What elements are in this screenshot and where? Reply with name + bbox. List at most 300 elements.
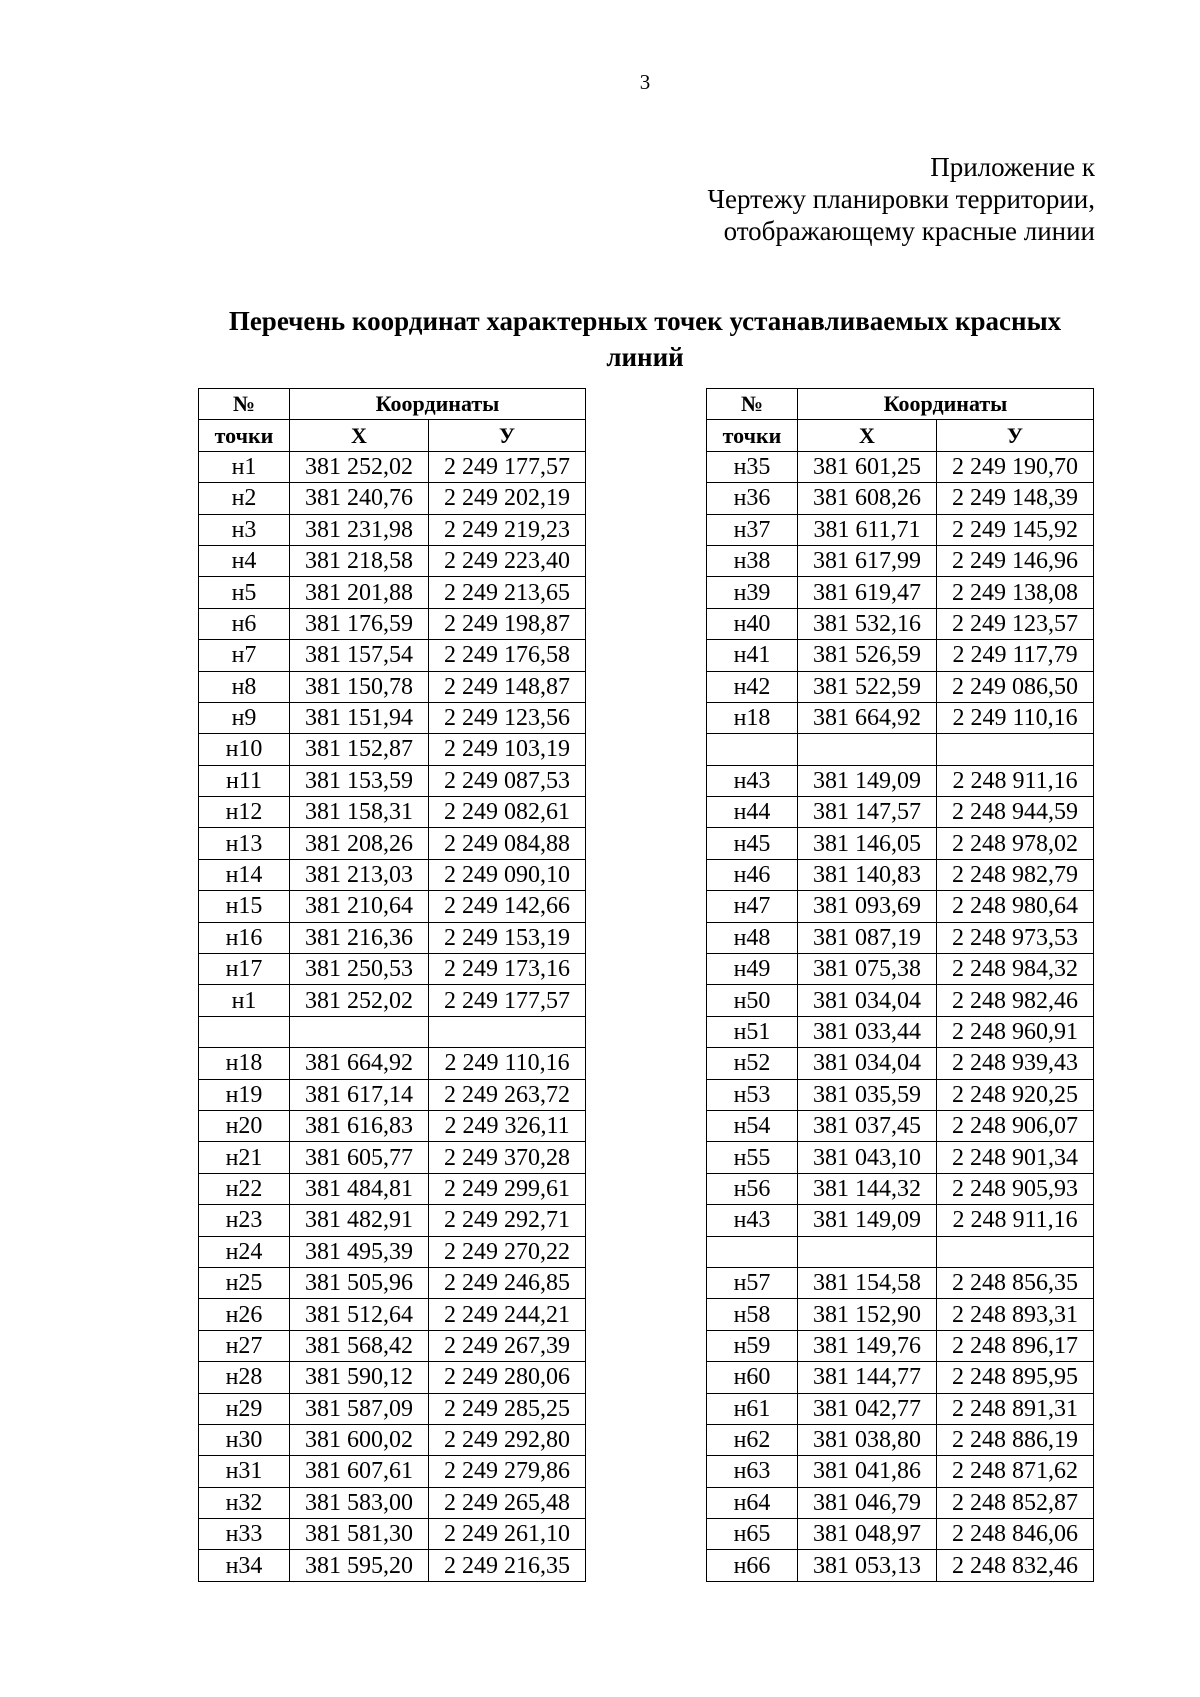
point-id-cell: н57 — [707, 1267, 798, 1298]
table-row — [199, 1236, 586, 1267]
y-coordinate-cell: 2 249 292,80 — [429, 1424, 586, 1455]
y-coordinate-cell: 2 248 846,06 — [937, 1519, 1094, 1550]
y-coordinate-cell: 2 249 280,06 — [429, 1362, 586, 1393]
table-row — [199, 1110, 586, 1141]
y-coordinate-cell: 2 248 911,16 — [937, 1205, 1094, 1236]
header-y: У — [429, 420, 586, 451]
point-id-cell: н51 — [707, 1016, 798, 1047]
y-coordinate-cell: 2 249 198,87 — [429, 608, 586, 639]
x-coordinate-cell: 381 208,26 — [290, 828, 429, 859]
table-row — [707, 1173, 1094, 1204]
table-header-row — [707, 389, 1094, 420]
point-id-cell: н18 — [199, 1048, 290, 1079]
y-coordinate-cell: 2 249 216,35 — [429, 1550, 586, 1581]
y-coordinate-cell: 2 249 190,70 — [937, 451, 1094, 482]
table-row — [707, 1079, 1094, 1110]
table-row — [707, 1362, 1094, 1393]
x-coordinate-cell: 381 037,45 — [798, 1110, 937, 1141]
point-id-cell: н56 — [707, 1173, 798, 1204]
table-body — [707, 451, 1094, 1581]
x-coordinate-cell: 381 048,97 — [798, 1519, 937, 1550]
table-row — [707, 1456, 1094, 1487]
y-coordinate-cell: 2 248 856,35 — [937, 1267, 1094, 1298]
table-row — [199, 1173, 586, 1204]
point-id-cell: н42 — [707, 671, 798, 702]
x-coordinate-cell: 381 664,92 — [290, 1048, 429, 1079]
point-id-cell: н11 — [199, 765, 290, 796]
table-row — [707, 1299, 1094, 1330]
x-coordinate-cell: 381 035,59 — [798, 1079, 937, 1110]
point-id-cell: н43 — [707, 1205, 798, 1236]
x-coordinate-cell: 381 231,98 — [290, 514, 429, 545]
table-row — [199, 797, 586, 828]
x-coordinate-cell: 381 512,64 — [290, 1299, 429, 1330]
y-coordinate-cell — [937, 734, 1094, 765]
y-coordinate-cell: 2 249 103,19 — [429, 734, 586, 765]
point-id-cell: н47 — [707, 891, 798, 922]
point-id-cell: н13 — [199, 828, 290, 859]
x-coordinate-cell: 381 252,02 — [290, 451, 429, 482]
y-coordinate-cell: 2 248 896,17 — [937, 1330, 1094, 1361]
y-coordinate-cell: 2 248 939,43 — [937, 1048, 1094, 1079]
x-coordinate-cell: 381 075,38 — [798, 954, 937, 985]
table-row — [707, 640, 1094, 671]
y-coordinate-cell: 2 248 920,25 — [937, 1079, 1094, 1110]
table-row — [199, 1205, 586, 1236]
y-coordinate-cell: 2 248 905,93 — [937, 1173, 1094, 1204]
y-coordinate-cell: 2 249 292,71 — [429, 1205, 586, 1236]
x-coordinate-cell: 381 153,59 — [290, 765, 429, 796]
x-coordinate-cell: 381 581,30 — [290, 1519, 429, 1550]
header-coordinates: Координаты — [798, 389, 1094, 420]
y-coordinate-cell: 2 248 906,07 — [937, 1110, 1094, 1141]
table-row — [707, 1110, 1094, 1141]
x-coordinate-cell: 381 495,39 — [290, 1236, 429, 1267]
x-coordinate-cell: 381 213,03 — [290, 859, 429, 890]
y-coordinate-cell: 2 249 202,19 — [429, 483, 586, 514]
y-coordinate-cell: 2 249 148,39 — [937, 483, 1094, 514]
coordinates-table-right — [706, 388, 1094, 1582]
x-coordinate-cell: 381 152,90 — [798, 1299, 937, 1330]
table-row — [199, 671, 586, 702]
table-row — [707, 1330, 1094, 1361]
table-row — [707, 1424, 1094, 1455]
point-id-cell: н24 — [199, 1236, 290, 1267]
x-coordinate-cell: 381 216,36 — [290, 922, 429, 953]
point-id-cell: н3 — [199, 514, 290, 545]
point-id-cell: н50 — [707, 985, 798, 1016]
table-row — [199, 702, 586, 733]
y-coordinate-cell: 2 249 084,88 — [429, 828, 586, 859]
point-id-cell: н36 — [707, 483, 798, 514]
x-coordinate-cell: 381 600,02 — [290, 1424, 429, 1455]
point-id-cell: н1 — [199, 451, 290, 482]
table-row — [707, 828, 1094, 859]
table-row — [707, 514, 1094, 545]
x-coordinate-cell: 381 240,76 — [290, 483, 429, 514]
table-row — [199, 954, 586, 985]
x-coordinate-cell: 381 149,09 — [798, 1205, 937, 1236]
point-id-cell: н12 — [199, 797, 290, 828]
appendix-line-1: Приложение к — [930, 152, 1095, 182]
x-coordinate-cell: 381 038,80 — [798, 1424, 937, 1455]
y-coordinate-cell: 2 248 982,79 — [937, 859, 1094, 890]
x-coordinate-cell: 381 149,76 — [798, 1330, 937, 1361]
table-row — [199, 1424, 586, 1455]
x-coordinate-cell: 381 034,04 — [798, 985, 937, 1016]
y-coordinate-cell: 2 249 270,22 — [429, 1236, 586, 1267]
y-coordinate-cell: 2 248 891,31 — [937, 1393, 1094, 1424]
point-id-cell: н63 — [707, 1456, 798, 1487]
x-coordinate-cell: 381 087,19 — [798, 922, 937, 953]
y-coordinate-cell: 2 248 973,53 — [937, 922, 1094, 953]
table-row — [199, 640, 586, 671]
point-id-cell: н62 — [707, 1424, 798, 1455]
y-coordinate-cell: 2 248 980,64 — [937, 891, 1094, 922]
point-id-cell: н37 — [707, 514, 798, 545]
point-id-cell: н49 — [707, 954, 798, 985]
point-id-cell: н28 — [199, 1362, 290, 1393]
x-coordinate-cell: 381 617,14 — [290, 1079, 429, 1110]
table-row — [707, 483, 1094, 514]
x-coordinate-cell — [798, 1236, 937, 1267]
y-coordinate-cell: 2 248 978,02 — [937, 828, 1094, 859]
x-coordinate-cell: 381 482,91 — [290, 1205, 429, 1236]
y-coordinate-cell: 2 248 982,46 — [937, 985, 1094, 1016]
point-id-cell: н22 — [199, 1173, 290, 1204]
table-row — [707, 451, 1094, 482]
appendix-line-3: отображающему красные линии — [723, 216, 1095, 246]
point-id-cell: н17 — [199, 954, 290, 985]
y-coordinate-cell: 2 248 911,16 — [937, 765, 1094, 796]
table-row — [707, 765, 1094, 796]
y-coordinate-cell: 2 249 082,61 — [429, 797, 586, 828]
appendix-line-2: Чертежу планировки территории, — [707, 184, 1095, 214]
y-coordinate-cell: 2 249 263,72 — [429, 1079, 586, 1110]
table-row — [199, 734, 586, 765]
header-x: Х — [290, 420, 429, 451]
table-row — [707, 671, 1094, 702]
table-row — [707, 1048, 1094, 1079]
page-number: 3 — [639, 70, 651, 94]
y-coordinate-cell: 2 249 176,58 — [429, 640, 586, 671]
header-y: У — [937, 420, 1094, 451]
table-row — [199, 1487, 586, 1518]
y-coordinate-cell: 2 249 117,79 — [937, 640, 1094, 671]
table-row — [707, 702, 1094, 733]
table-row — [199, 1362, 586, 1393]
point-id-cell: н35 — [707, 451, 798, 482]
y-coordinate-cell: 2 248 901,34 — [937, 1142, 1094, 1173]
point-id-cell: н59 — [707, 1330, 798, 1361]
table-row — [199, 608, 586, 639]
header-point: точки — [199, 420, 290, 451]
table-row — [199, 1393, 586, 1424]
point-id-cell: н60 — [707, 1362, 798, 1393]
y-coordinate-cell: 2 249 370,28 — [429, 1142, 586, 1173]
table-row — [707, 1267, 1094, 1298]
point-id-cell: н9 — [199, 702, 290, 733]
point-id-cell — [707, 734, 798, 765]
point-id-cell: н64 — [707, 1487, 798, 1518]
x-coordinate-cell: 381 617,99 — [798, 545, 937, 576]
x-coordinate-cell: 381 093,69 — [798, 891, 937, 922]
point-id-cell: н23 — [199, 1205, 290, 1236]
point-id-cell: н65 — [707, 1519, 798, 1550]
y-coordinate-cell: 2 248 960,91 — [937, 1016, 1094, 1047]
point-id-cell: н26 — [199, 1299, 290, 1330]
x-coordinate-cell: 381 583,00 — [290, 1487, 429, 1518]
y-coordinate-cell: 2 249 123,56 — [429, 702, 586, 733]
x-coordinate-cell: 381 149,09 — [798, 765, 937, 796]
point-id-cell: н1 — [199, 985, 290, 1016]
x-coordinate-cell: 381 252,02 — [290, 985, 429, 1016]
point-id-cell: н43 — [707, 765, 798, 796]
x-coordinate-cell: 381 144,77 — [798, 1362, 937, 1393]
x-coordinate-cell: 381 590,12 — [290, 1362, 429, 1393]
header-coordinates: Координаты — [290, 389, 586, 420]
y-coordinate-cell: 2 249 326,11 — [429, 1110, 586, 1141]
y-coordinate-cell — [429, 1016, 586, 1047]
x-coordinate-cell: 381 158,31 — [290, 797, 429, 828]
y-coordinate-cell: 2 249 123,57 — [937, 608, 1094, 639]
point-id-cell: н25 — [199, 1267, 290, 1298]
table-row — [707, 1016, 1094, 1047]
table-header-row — [199, 420, 586, 451]
appendix-note — [707, 151, 1095, 247]
table-row — [199, 765, 586, 796]
table-row — [199, 1299, 586, 1330]
point-id-cell: н8 — [199, 671, 290, 702]
x-coordinate-cell: 381 595,20 — [290, 1550, 429, 1581]
y-coordinate-cell: 2 249 090,10 — [429, 859, 586, 890]
table-row — [707, 859, 1094, 890]
x-coordinate-cell: 381 154,58 — [798, 1267, 937, 1298]
table-row — [707, 545, 1094, 576]
table-row — [199, 985, 586, 1016]
x-coordinate-cell: 381 150,78 — [290, 671, 429, 702]
table-row — [707, 1393, 1094, 1424]
x-coordinate-cell: 381 522,59 — [798, 671, 937, 702]
x-coordinate-cell: 381 526,59 — [798, 640, 937, 671]
y-coordinate-cell: 2 249 285,25 — [429, 1393, 586, 1424]
table-row — [199, 1267, 586, 1298]
x-coordinate-cell: 381 607,61 — [290, 1456, 429, 1487]
y-coordinate-cell: 2 249 153,19 — [429, 922, 586, 953]
header-number: № — [707, 389, 798, 420]
table-row — [707, 985, 1094, 1016]
table-row — [199, 891, 586, 922]
point-id-cell: н32 — [199, 1487, 290, 1518]
point-id-cell — [199, 1016, 290, 1047]
y-coordinate-cell: 2 248 852,87 — [937, 1487, 1094, 1518]
x-coordinate-cell: 381 210,64 — [290, 891, 429, 922]
header-x: Х — [798, 420, 937, 451]
point-id-cell: н38 — [707, 545, 798, 576]
y-coordinate-cell: 2 249 110,16 — [937, 702, 1094, 733]
point-id-cell — [707, 1236, 798, 1267]
y-coordinate-cell: 2 249 087,53 — [429, 765, 586, 796]
point-id-cell: н30 — [199, 1424, 290, 1455]
point-id-cell: н66 — [707, 1550, 798, 1581]
y-coordinate-cell: 2 249 138,08 — [937, 577, 1094, 608]
point-id-cell: н10 — [199, 734, 290, 765]
point-id-cell: н18 — [707, 702, 798, 733]
x-coordinate-cell: 381 532,16 — [798, 608, 937, 639]
point-id-cell: н2 — [199, 483, 290, 514]
y-coordinate-cell: 2 249 173,16 — [429, 954, 586, 985]
x-coordinate-cell: 381 152,87 — [290, 734, 429, 765]
point-id-cell: н41 — [707, 640, 798, 671]
y-coordinate-cell: 2 249 244,21 — [429, 1299, 586, 1330]
x-coordinate-cell: 381 605,77 — [290, 1142, 429, 1173]
point-id-cell: н34 — [199, 1550, 290, 1581]
table-row — [707, 797, 1094, 828]
point-id-cell: н5 — [199, 577, 290, 608]
y-coordinate-cell: 2 249 148,87 — [429, 671, 586, 702]
table-row — [199, 922, 586, 953]
point-id-cell: н4 — [199, 545, 290, 576]
table-row — [707, 608, 1094, 639]
table-row — [199, 1016, 586, 1047]
y-coordinate-cell — [937, 1236, 1094, 1267]
x-coordinate-cell: 381 034,04 — [798, 1048, 937, 1079]
table-row — [707, 954, 1094, 985]
table-row — [199, 483, 586, 514]
x-coordinate-cell: 381 151,94 — [290, 702, 429, 733]
y-coordinate-cell: 2 248 886,19 — [937, 1424, 1094, 1455]
point-id-cell: н16 — [199, 922, 290, 953]
table-row — [199, 1550, 586, 1581]
table-row — [199, 1456, 586, 1487]
x-coordinate-cell: 381 250,53 — [290, 954, 429, 985]
x-coordinate-cell: 381 601,25 — [798, 451, 937, 482]
table-header-row — [707, 420, 1094, 451]
y-coordinate-cell: 2 249 086,50 — [937, 671, 1094, 702]
point-id-cell: н40 — [707, 608, 798, 639]
y-coordinate-cell: 2 248 984,32 — [937, 954, 1094, 985]
point-id-cell: н33 — [199, 1519, 290, 1550]
table-body — [199, 451, 586, 1581]
table-row — [199, 1519, 586, 1550]
table-row — [707, 1487, 1094, 1518]
x-coordinate-cell — [798, 734, 937, 765]
point-id-cell: н46 — [707, 859, 798, 890]
y-coordinate-cell: 2 249 146,96 — [937, 545, 1094, 576]
point-id-cell: н52 — [707, 1048, 798, 1079]
table-row — [199, 859, 586, 890]
table-row — [707, 1142, 1094, 1173]
point-id-cell: н53 — [707, 1079, 798, 1110]
table-row — [199, 1330, 586, 1361]
point-id-cell: н45 — [707, 828, 798, 859]
point-id-cell: н19 — [199, 1079, 290, 1110]
x-coordinate-cell: 381 218,58 — [290, 545, 429, 576]
point-id-cell: н44 — [707, 797, 798, 828]
x-coordinate-cell — [290, 1016, 429, 1047]
x-coordinate-cell: 381 041,86 — [798, 1456, 937, 1487]
table-row — [707, 922, 1094, 953]
table-row — [707, 1550, 1094, 1581]
x-coordinate-cell: 381 046,79 — [798, 1487, 937, 1518]
y-coordinate-cell: 2 249 110,16 — [429, 1048, 586, 1079]
x-coordinate-cell: 381 608,26 — [798, 483, 937, 514]
x-coordinate-cell: 381 201,88 — [290, 577, 429, 608]
x-coordinate-cell: 381 568,42 — [290, 1330, 429, 1361]
document-title-line-2: линий — [606, 342, 684, 372]
point-id-cell: н58 — [707, 1299, 798, 1330]
table-row — [707, 1519, 1094, 1550]
y-coordinate-cell: 2 248 871,62 — [937, 1456, 1094, 1487]
y-coordinate-cell: 2 249 219,23 — [429, 514, 586, 545]
point-id-cell: н20 — [199, 1110, 290, 1141]
y-coordinate-cell: 2 249 279,86 — [429, 1456, 586, 1487]
x-coordinate-cell: 381 043,10 — [798, 1142, 937, 1173]
table-header-row — [199, 389, 586, 420]
y-coordinate-cell: 2 249 299,61 — [429, 1173, 586, 1204]
point-id-cell: н14 — [199, 859, 290, 890]
y-coordinate-cell: 2 248 832,46 — [937, 1550, 1094, 1581]
point-id-cell: н61 — [707, 1393, 798, 1424]
y-coordinate-cell: 2 249 177,57 — [429, 985, 586, 1016]
point-id-cell: н15 — [199, 891, 290, 922]
y-coordinate-cell: 2 249 213,65 — [429, 577, 586, 608]
table-row — [199, 1048, 586, 1079]
point-id-cell: н21 — [199, 1142, 290, 1173]
x-coordinate-cell: 381 664,92 — [798, 702, 937, 733]
x-coordinate-cell: 381 053,13 — [798, 1550, 937, 1581]
x-coordinate-cell: 381 157,54 — [290, 640, 429, 671]
y-coordinate-cell: 2 249 246,85 — [429, 1267, 586, 1298]
point-id-cell: н7 — [199, 640, 290, 671]
x-coordinate-cell: 381 176,59 — [290, 608, 429, 639]
table-row — [199, 577, 586, 608]
table-row — [707, 577, 1094, 608]
x-coordinate-cell: 381 140,83 — [798, 859, 937, 890]
point-id-cell: н29 — [199, 1393, 290, 1424]
table-row — [199, 828, 586, 859]
x-coordinate-cell: 381 146,05 — [798, 828, 937, 859]
coordinates-table-left — [198, 388, 586, 1582]
x-coordinate-cell: 381 611,71 — [798, 514, 937, 545]
y-coordinate-cell: 2 249 261,10 — [429, 1519, 586, 1550]
y-coordinate-cell: 2 248 893,31 — [937, 1299, 1094, 1330]
x-coordinate-cell: 381 505,96 — [290, 1267, 429, 1298]
y-coordinate-cell: 2 249 267,39 — [429, 1330, 586, 1361]
y-coordinate-cell: 2 249 142,66 — [429, 891, 586, 922]
point-id-cell: н39 — [707, 577, 798, 608]
table-row — [199, 1079, 586, 1110]
table-row — [199, 1142, 586, 1173]
document-title-line-1: Перечень координат характерных точек устанавливаемых красных — [228, 306, 1062, 336]
point-id-cell: н31 — [199, 1456, 290, 1487]
x-coordinate-cell: 381 147,57 — [798, 797, 937, 828]
x-coordinate-cell: 381 042,77 — [798, 1393, 937, 1424]
table-row — [707, 1236, 1094, 1267]
table-row — [707, 734, 1094, 765]
document-title — [200, 303, 1090, 375]
point-id-cell: н6 — [199, 608, 290, 639]
x-coordinate-cell: 381 144,32 — [798, 1173, 937, 1204]
y-coordinate-cell: 2 249 265,48 — [429, 1487, 586, 1518]
point-id-cell: н27 — [199, 1330, 290, 1361]
table-row — [707, 1205, 1094, 1236]
x-coordinate-cell: 381 587,09 — [290, 1393, 429, 1424]
table-row — [199, 514, 586, 545]
x-coordinate-cell: 381 616,83 — [290, 1110, 429, 1141]
x-coordinate-cell: 381 484,81 — [290, 1173, 429, 1204]
table-row — [199, 545, 586, 576]
